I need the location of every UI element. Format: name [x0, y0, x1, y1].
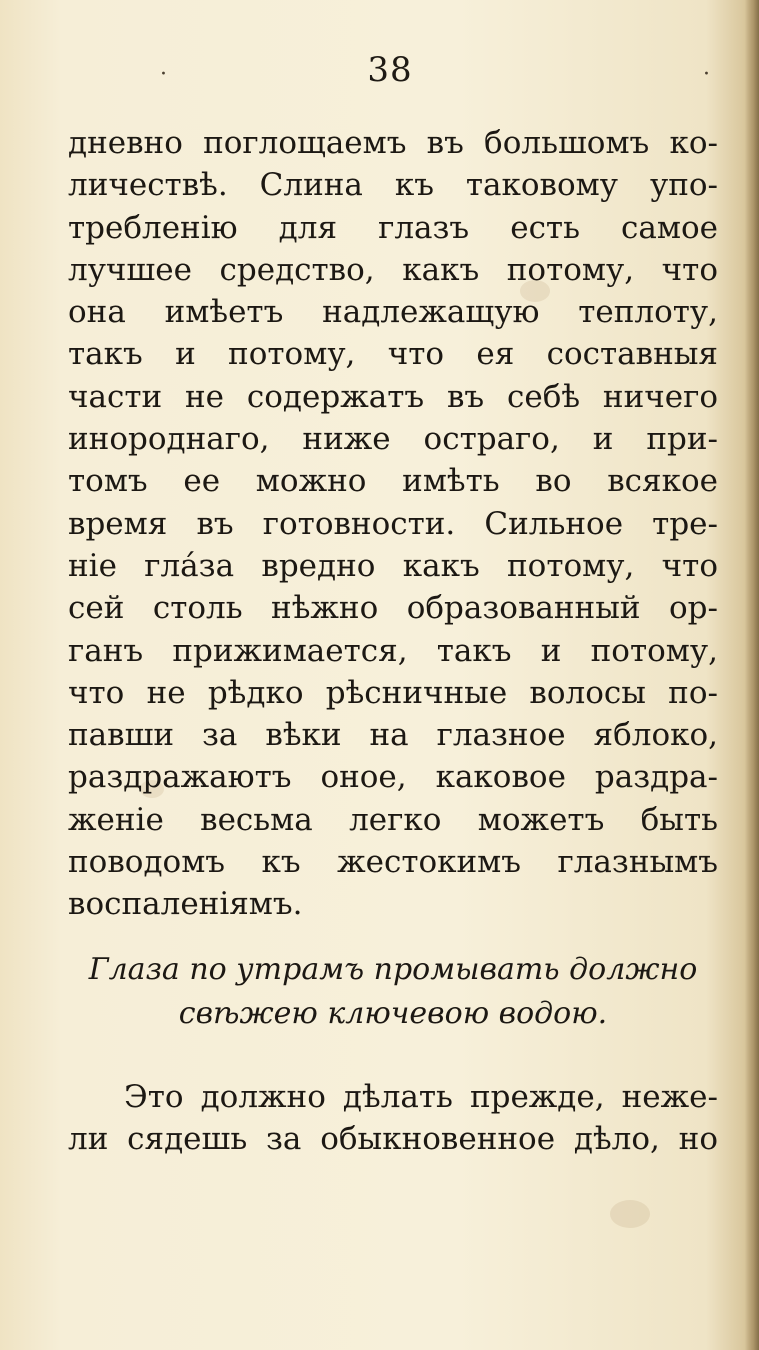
text-line: личествѣ. Слина къ таковому упо- [68, 167, 718, 204]
text-line: такъ и потому, что ея составныя [68, 336, 718, 373]
heading-line: Глаза по утрамъ промывать должно [88, 952, 698, 987]
text-line: воспаленіямъ. [68, 886, 303, 923]
text-line: раздражаютъ оное, каковое раздра- [68, 759, 718, 796]
paragraph-second [68, 1076, 718, 1161]
page-edge-shadow [745, 0, 759, 1350]
paragraph-main [68, 122, 718, 926]
text-line: инороднаго, ниже остраго, и при- [68, 421, 718, 458]
page-mark-left: · [160, 62, 167, 87]
text-line: сей столь нѣжно образованный ор- [68, 590, 718, 627]
text-line: дневно поглощаемъ въ большомъ ко- [68, 125, 718, 161]
text-line: время въ готовности. Сильное тре- [68, 505, 718, 542]
text-line: томъ ее можно имѣть во всякое [68, 463, 718, 500]
text-line: женіе весьма легко можетъ быть [68, 801, 718, 838]
text-line: лучшее средство, какъ потому, что [68, 251, 718, 288]
text-line: ніе гла́за вредно какъ потому, что [68, 547, 718, 584]
text-line: ганъ прижимается, такъ и потому, [68, 632, 718, 669]
heading-line: свѣжею ключевою водою. [178, 996, 608, 1031]
text-line: павши за вѣки на глазное яблоко, [68, 717, 718, 754]
text-line: требленію для глазъ есть самое [68, 209, 718, 246]
text-line: ли сядешь за обыкновенное дѣло, но [68, 1121, 718, 1158]
section-heading [68, 948, 718, 1036]
page-number: 38 [367, 50, 413, 90]
page-mark-right: · [703, 62, 710, 87]
text-line: что не рѣдко рѣсничные волосы по- [68, 674, 718, 711]
text-line: части не содержатъ въ себѣ ничего [68, 378, 718, 415]
text-line: она имѣетъ надлежащую теплоту, [68, 294, 718, 331]
text-line: Это должно дѣлать прежде, неже- [124, 1079, 718, 1115]
paper-stain [610, 1200, 650, 1228]
text-line: поводомъ къ жестокимъ глазнымъ [68, 844, 718, 881]
